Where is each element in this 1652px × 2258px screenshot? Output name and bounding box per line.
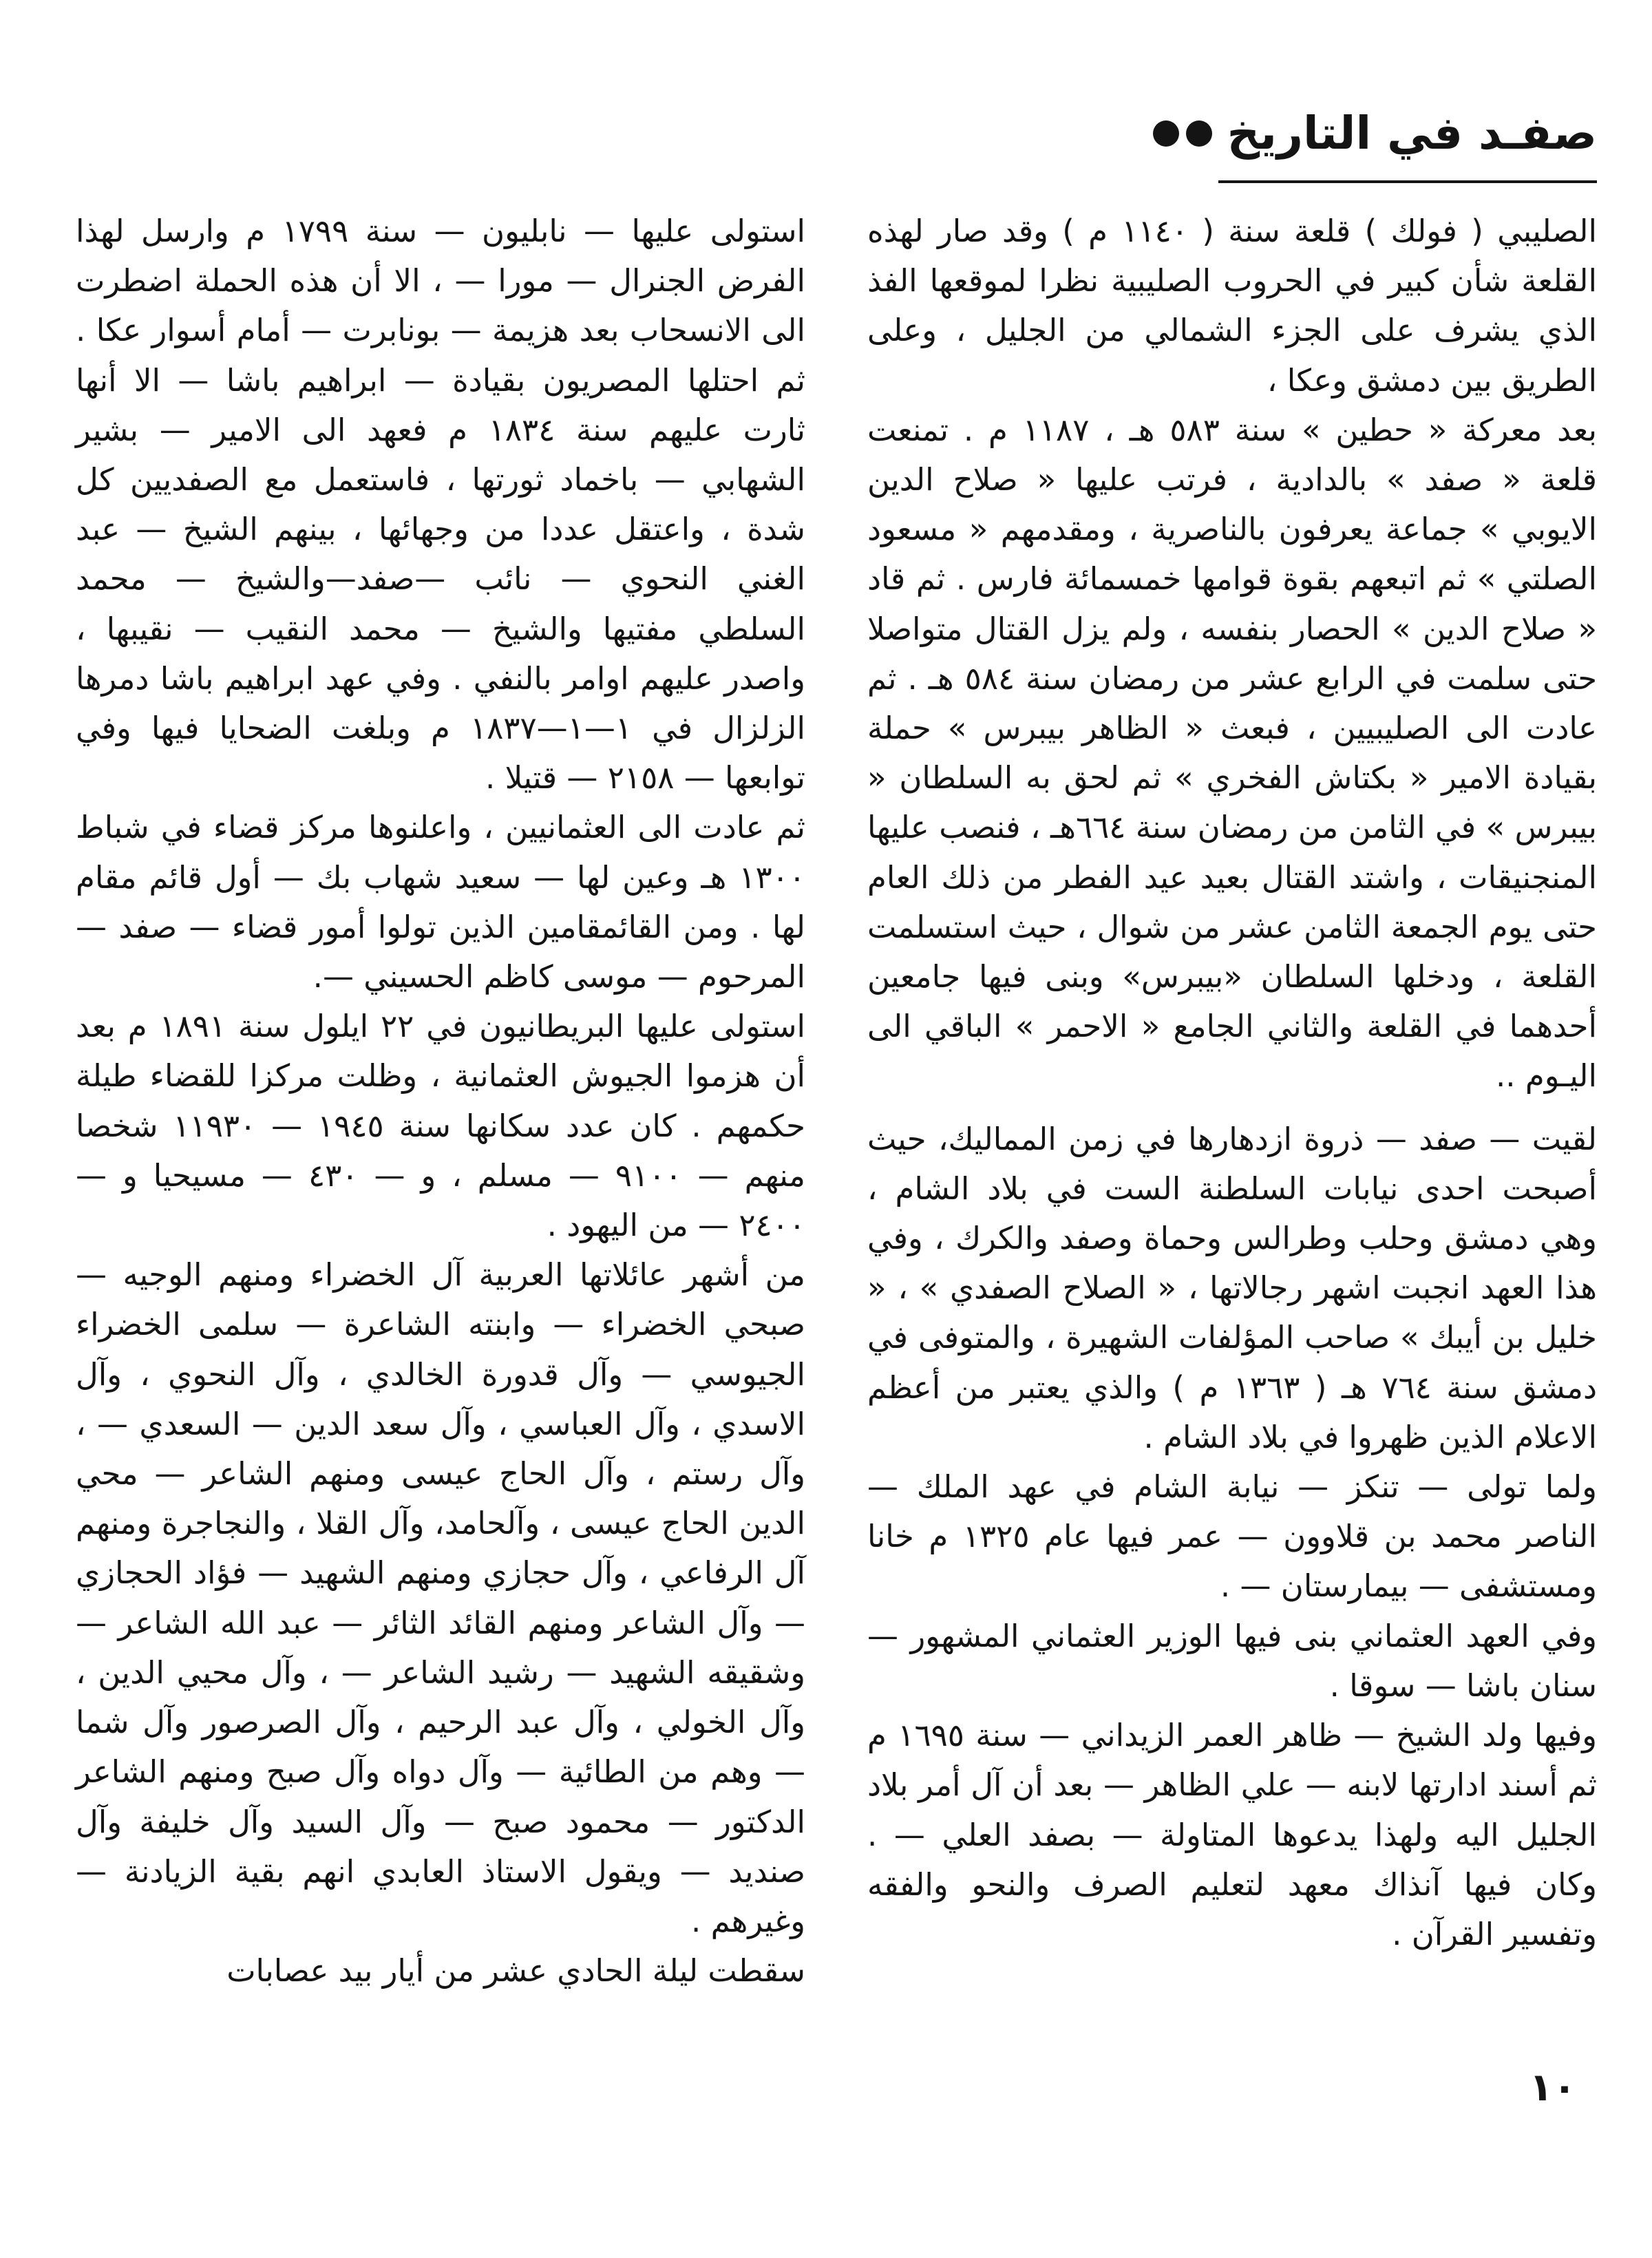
paragraph: وفيها ولد الشيخ — ظاهر العمر الزيداني — سنة ١٦٩٥ م ثم أسند ادارتها لابنه — علي الظاهر — بعد أن آل أمر بلاد الجليل اليه ولهذا يدعوها المتاولة — بصفد العلي — . وكان فيها آنذاك معهد لتعليم الصرف والنحو والفقه وتفسير القرآن . [867, 1717, 1597, 1952]
paragraph: الصليبي ( فولك ) قلعة سنة ( ١١٤٠ م ) وقد صار لهذه القلعة شأن كبير في الحروب الصليبية نظرا لموقعها الفذ الذي يشرف على الجزء الشمالي من الجليل ، وعلى الطريق بين دمشق وعكا ، [867, 213, 1597, 399]
section-title: صفـد في التاريخ [1227, 107, 1597, 160]
bullet-dot-icon [1153, 120, 1179, 147]
paragraph: لقيت — صفد — ذروة ازدهارها في زمن المماليك، حيث أصبحت احدى نيابات السلطنة الست في بلاد الشام ، وهي دمشق وحلب وطرالس وحماة وصفد والكرك ، وفي هذا العهد انجبت اشهر رجالاتها ، « الصلاح الصفدي » ، « خليل بن أيبك » صاحب المؤلفات الشهيرة ، والمتوفى في دمشق سنة ٧٦٤ هـ ( ١٣٦٣ م ) والذي يعتبر من أعظم الاعلام الذين ظهروا في بلاد الشام . [867, 1120, 1597, 1455]
page-number: ١٠ [1529, 2065, 1576, 2110]
section-header [1225, 109, 1597, 159]
bullet-dot-icon [1186, 120, 1212, 147]
header-bullets [1153, 120, 1212, 147]
paragraph: استولى عليها البريطانيون في ٢٢ ايلول سنة ١٨٩١ م بعد أن هزموا الجيوش العثمانية ، وظلت مركزا للقضاء طيلة حكمهم . كان عدد سكانها سنة ١٩٤٥ — ١١٩٣٠ شخصا منهم — ٩١٠٠ — مسلم ، و — ٤٣٠ — مسيحيا و — ٢٤٠٠ — من اليهود . [76, 1008, 805, 1244]
paragraph: بعد معركة « حطين » سنة ٥٨٣ هـ ، ١١٨٧ م . تمنعت قلعة « صفد » بالدادية ، فرتب عليها « صلاح الدين الايوبي » جماعة يعرفون بالناصرية ، ومقدمهم « مسعود الصلتي » ثم اتبعهم بقوة قوامها خمسمائة فارس . ثم قاد « صلاح الدين » الحصار بنفسه ، ولم يزل القتال متواصلا حتى سلمت في الرابع عشر من رمضان سنة ٥٨٤ هـ . ثم عادت الى الصليبيين ، فبعث « الظاهر بيبرس » حملة بقيادة الامير « بكتاش الفخري » ثم لحق به السلطان « بيبرس » في الثامن من رمضان سنة ٦٦٤هـ ، فنصب عليها المنجنيقات ، واشتد القتال بعيد عيد الفطر من ذلك العام حتى يوم الجمعة الثامن عشر من شوال ، حيث استسلمت القلعة ، ودخلها السلطان «بيبرس» وبنى فيها جامعين أحدهما في القلعة والثاني الجامع « الاحمر » الباقي الى اليـوم .. [867, 411, 1598, 1095]
paragraph-gap [867, 1108, 1597, 1109]
right-column [867, 207, 1597, 1959]
paragraph: استولى عليها — نابليون — سنة ١٧٩٩ م وارسل لهذا الفرض الجنرال — مورا — ، الا أن هذه الحملة اضطرت الى الانسحاب بعد هزيمة — بونابرت — أمام أسوار عكا . ثم احتلها المصريون بقيادة — ابراهيم باشا — الا أنها ثارت عليهم سنة ١٨٣٤ م فعهد الى الامير — بشير الشهابي — باخماد ثورتها ، فاستعمل مع الصفديين كل شدة ، واعتقل عددا من وجهائها ، بينهم الشيخ — عبد الغني النحوي — نائب —صفد—والشيخ — محمد السلطي مفتيها والشيخ — محمد النقيب — نقيبها ، واصدر عليهم اوامر بالنفي . وفي عهد ابراهيم باشا دمرها الزلزال في ١—١—١٨٣٧ م وبلغت الضحايا فيها وفي توابعها — ٢١٥٨ — قتيلا . [76, 213, 806, 796]
paragraph: ولما تولى — تنكز — نيابة الشام في عهد الملك — الناصر محمد بن قلاوون — عمر فيها عام ١٣٢٥ م خانا ومستشفى — بيمارستان — . [867, 1468, 1598, 1605]
left-column [76, 207, 805, 1996]
paragraph: وفي العهد العثماني بنى فيها الوزير العثماني المشهور — سنان باشا — سوقا . [867, 1617, 1597, 1704]
paragraph: من أشهر عائلاتها العربية آل الخضراء ومنهم الوجيه — صبحي الخضراء — وابنته الشاعرة — سلمى الخضراء الجيوسي — وآل قدورة الخالدي ، وآل النحوي ، وآل الاسدي ، وآل العباسي ، وآل سعد الدين — السعدي — ، وآل رستم ، وآل الحاج عيسى ومنهم الشاعر — محي الدين الحاج عيسى ، وآلحامد، وآل القلا ، والنجاجرة ومنهم آل الرفاعي ، وآل حجازي ومنهم الشهيد — فؤاد الحجازي — وآل الشاعر ومنهم القائد الثائر — عبد الله الشاعر — وشقيقه الشهيد — رشيد الشاعر — ، وآل محيي الدين ، وآل الخولي ، وآل عبد الرحيم ، وآل الصرصور وآل شما — وهم من الطائية — وآل دواه وآل صبح ومنهم الشاعر الدكتور — محمود صبح — وآل السيد وآل خليفة وآل صنديد — ويقول الاستاذ العابدي انهم بقية الزيادنة — وغيرهم . [76, 1256, 805, 1939]
paragraph: سقطت ليلة الحادي عشر من أيار بيد عصابات [226, 1952, 805, 1990]
header-underline [1218, 180, 1597, 183]
paragraph: ثم عادت الى العثمانيين ، واعلنوها مركز قضاء في شباط ١٣٠٠ هـ وعين لها — سعيد شهاب بك — أول قائم مقام لها . ومن القائمقامين الذين تولوا أمور قضاء — صفد — المرحوم — موسى كاظم الحسيني —. [76, 809, 805, 995]
